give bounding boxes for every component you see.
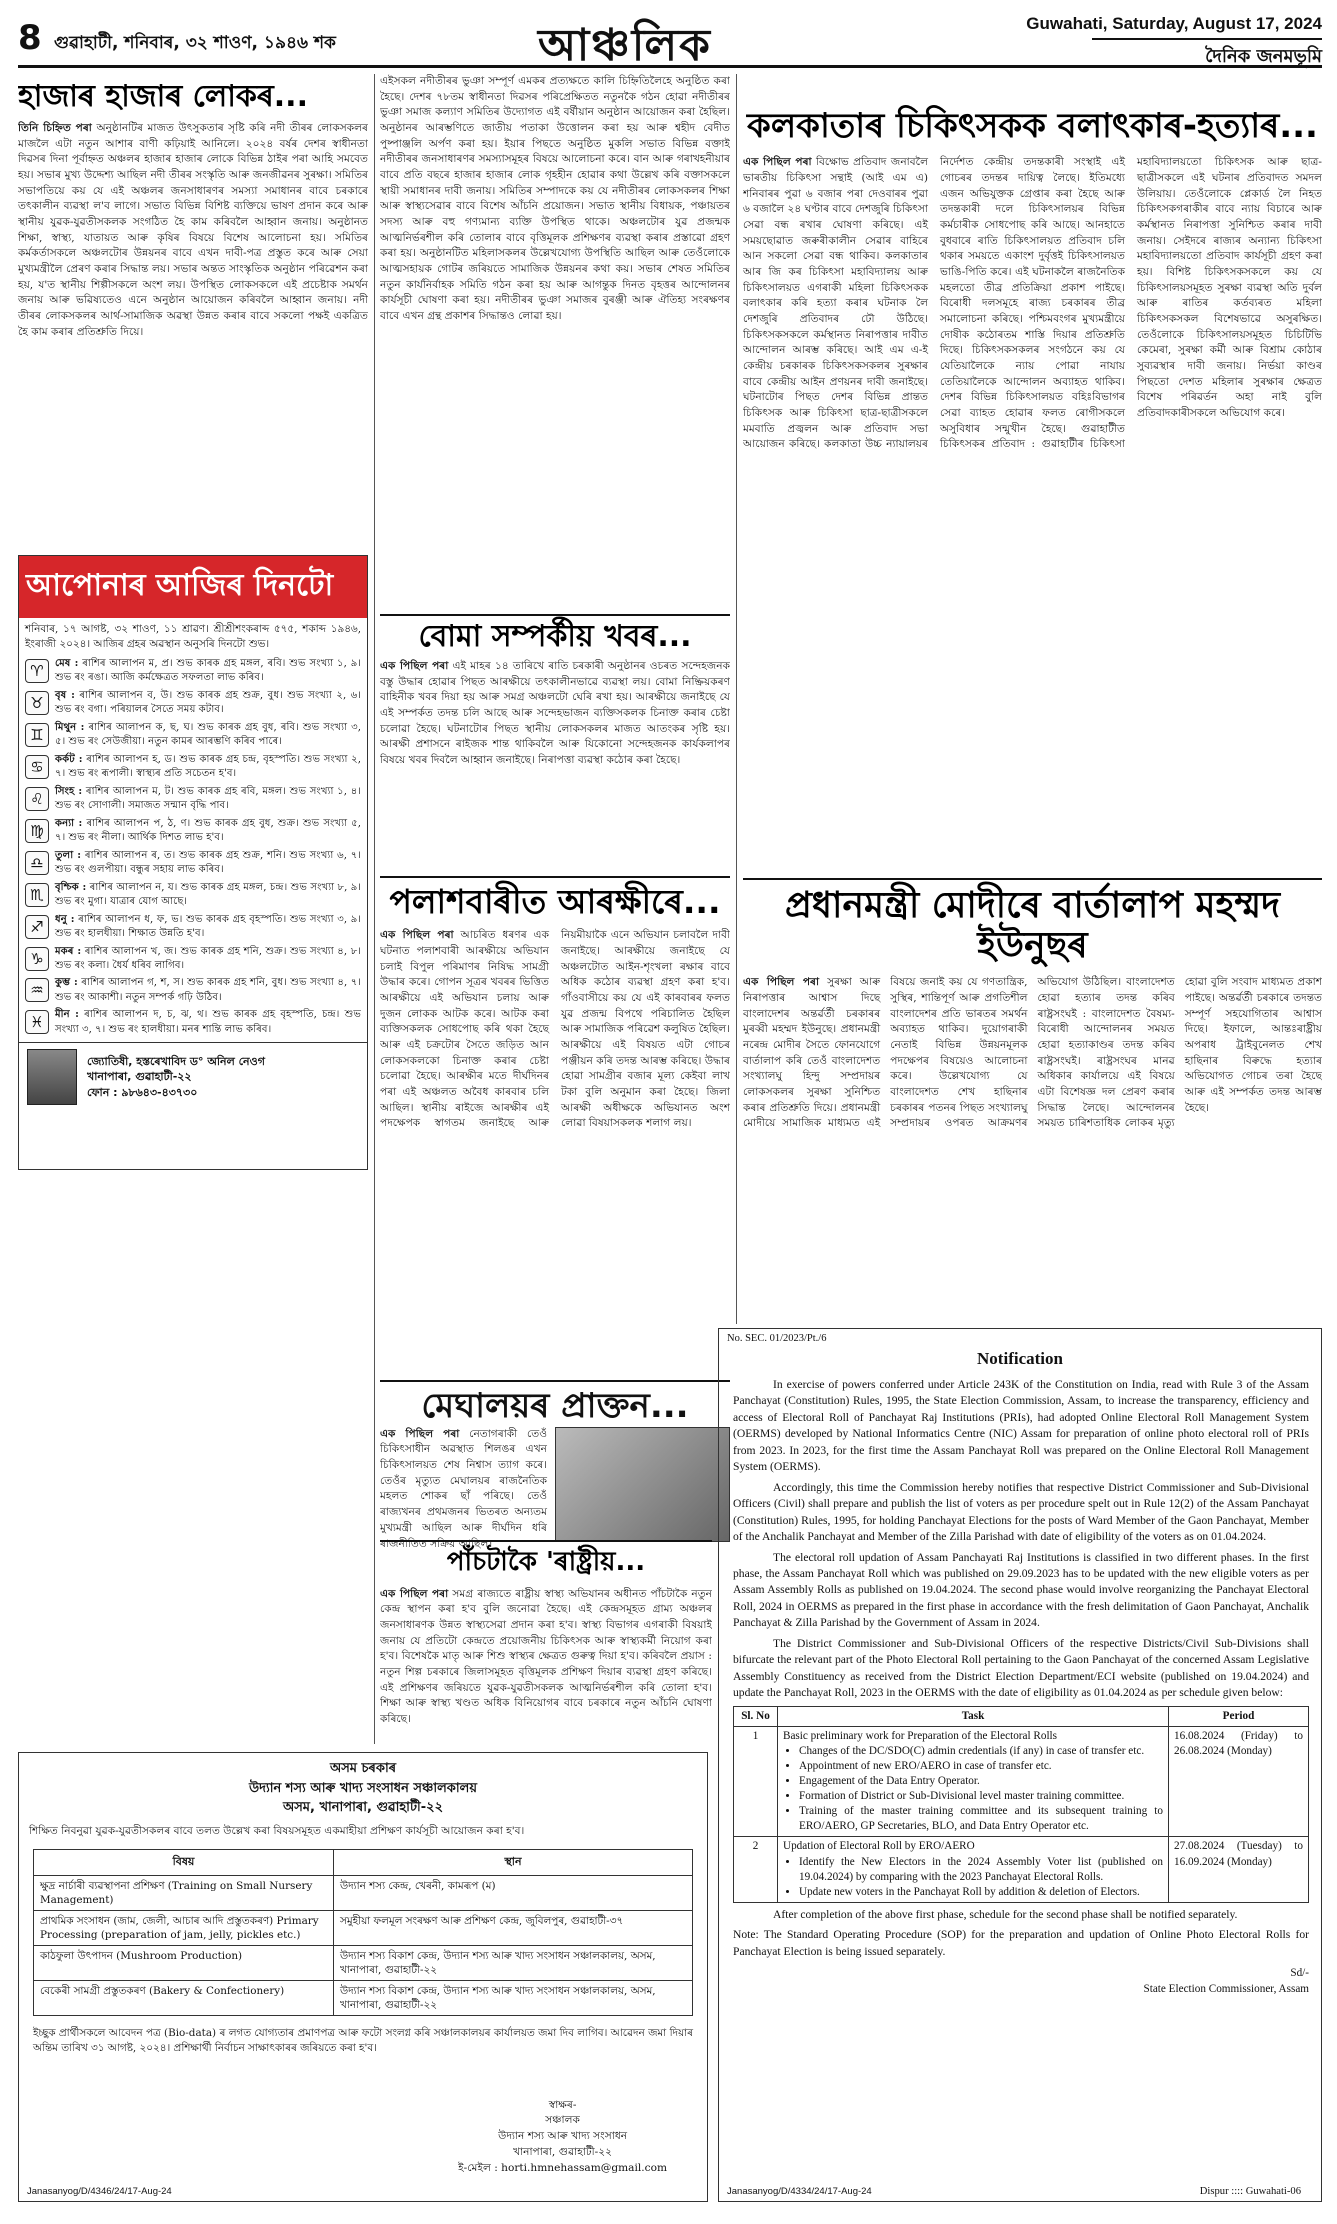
story-mid-continuation (380, 74, 730, 608)
advert-udyan-place: উদ্যান শস্য বিকাশ কেন্দ্ৰ, উদ্যান শস্য আৰু খাদ্য সংসাধন সঞ্চালকালয়, অসম, খানাপাৰা, গুৱাহাটী-২২ (334, 1981, 693, 2016)
notification-para-2: Accordingly, this time the Commission hereby notifies that respective District Commissioner and Sub-Divisional Officers (Civil) shall prepare and publish the list of voters as per procedure spelt out in Rule 12(2) of the Assam Panchayat (Constitution) Rules, 1995, for holding Panchayat Elections for the posts of Ward Member of the Gaon Panchayat, Member of the Anchalik Panchayat and Member of the Zilla Parishad with date of eligibility of the voters as on 01.04.2024. (733, 1480, 1309, 1544)
zodiac-icon: ♏ (25, 883, 49, 907)
zodiac-icon: ♑ (25, 947, 49, 971)
horoscope-sign-body: ৰাশিৰ আলাপন ন, য। শুভ কাৰক গ্ৰহ মঙ্গল, চন্দ্ৰ। শুভ সংখ্যা ৮, ৯। শুভ ৰং মুগা। যাত্ৰাৰ যোগ আছে। (55, 881, 361, 908)
list-item: • Training of the master training committee and its subsequent training to ERO/AERO, GP Secretaries, BLO, and Data Entry Operator etc. (799, 1804, 1163, 1834)
story-modi-dateline: এক পিছিল পৰা (743, 976, 820, 989)
story-kolkata-dateline: এক পিছিল পৰা (743, 156, 812, 169)
horoscope-intro: শনিবাৰ, ১৭ আগষ্ট, ৩২ শাওণ, ১১ শ্ৰাৱণ। শ্ৰীশ্ৰীশংকৰাব্দ ৫৭৫, শকাব্দ ১৯৪৬, ইংৰাজী ২০২৪। আজিৰ গ্ৰহৰ অৱস্থান অনুসৰি দিনটো শুভ। (25, 623, 361, 651)
notification-code: Janasanyog/D/4334/24/17-Aug-24 (727, 2186, 872, 2197)
horoscope-sign-text (55, 880, 361, 910)
list-item: • Appointment of new ERO/AERO in case of transfer etc. (799, 1759, 1163, 1774)
horoscope-sign-body: ৰাশিৰ আলাপন ব, উ। শুভ কাৰক গ্ৰহ শুক্ৰ, বুধ। শুভ সংখ্যা ২, ৬। শুভ ৰং বগা। পৰিয়ালৰ সৈতে সময় কটাব। (55, 689, 361, 716)
advert-udyan-intro: শিক্ষিত নিবনুৱা যুৱক-যুৱতীসকলৰ বাবে তলত উল্লেখ কৰা বিষয়সমূহত একমাহীয়া প্ৰশিক্ষণ কাৰ্যসূচী আয়োজন কৰা হ'ব। (29, 1824, 525, 1837)
horoscope-title: আপোনাৰ আজিৰ দিনটো (18, 555, 368, 618)
list-item: • Formation of District or Sub-Divisional level master training committee. (799, 1789, 1163, 1804)
zodiac-icon: ♒ (25, 978, 49, 1002)
horoscope-sign-text (55, 816, 361, 846)
horoscope-sign-body: ৰাশিৰ আলাপন ম, ট। শুভ কাৰক গ্ৰহ ৰবি, মঙ্গল। শুভ সংখ্যা ১, ৪। শুভ ৰং সোণালী। সমাজত সন্মান বৃদ্ধি পাব। (55, 785, 361, 812)
column-rule (374, 74, 375, 1744)
horoscope-sign-name: বৃশ্চিক : (55, 880, 87, 893)
list-item: • Changes of the DC/SDO(C) admin credentials (if any) in case of transfer etc. (799, 1744, 1163, 1759)
notification-row1-title: Basic preliminary work for Preparation of the Electoral Rolls (783, 1729, 1058, 1742)
notification-para-1: In exercise of powers conferred under Article 243K of the Constitution on India, read with Rule 3 of the Assam Panchayat (Constitution) Rules, 1995, the State Election Commission, Assam, to increase the transparency, efficiency and access of Electoral Roll of Panchayat Raj Institutions (PRIs), had adopted Online Electoral Roll Management System (OERMS) developed by National Informatics Centre (NIC) Assam for preparation of online photo electoral roll of PRIs from 2023. In 2023, for the first time the Assam Panchayat Roll was prepared on the Online Electoral Roll Management System (OERMS). (733, 1378, 1309, 1474)
horoscope-sign (19, 655, 367, 687)
horoscope-sign-name: মেষ : (55, 656, 79, 669)
notification-col-sl: Sl. No (734, 1706, 778, 1726)
horoscope-sign-name: কন্যা : (55, 816, 83, 829)
advert-udyan-code: Janasanyog/D/4346/24/17-Aug-24 (27, 2186, 172, 2197)
notification-row1-items (799, 1744, 1163, 1835)
advert-udyan-subject: কাঠফুলা উৎপাদন (Mushroom Production) (34, 1946, 334, 1981)
story-palashbari-headline: পলাশবাৰীত আৰক্ষীৰে... (380, 876, 730, 928)
story-meghalaya-content (380, 1427, 730, 1552)
horoscope-sign-name: মীন : (55, 1008, 79, 1021)
horoscope-sign-name: সিংহ : (55, 784, 83, 797)
notification-title: Notification (977, 1349, 1063, 1368)
story-kolkata (743, 74, 1322, 874)
story-boma-text: এই মাহৰ ১৪ তাৰিখে ৰাতি চৰকাৰী অনুষ্ঠানৰ ওচৰত সন্দেহজনক বস্তু উদ্ধাৰ হোৱাৰ পিছত আৰক্ষীয়ে তৎকালীনভাৱে ব্যৱস্থা লয়। বোমা নিষ্ক্ৰিয়কৰণ বাহিনীক খবৰ দিয়া হয় আৰু সমগ্ৰ অঞ্চলটো ঘেৰি ৰখা হয়। আৰক্ষীয়ে জনাইছে যে এই সম্পৰ্কত তদন্ত চলি আছে আৰু সন্দেহভাজন ব্যক্তিসকলক চিনাক্ত কৰাৰ চেষ্টা চলোৱা হৈছে। ঘটনাটোৰ পিছত স্থানীয় লোকসকলৰ মাজত আতংকৰ সৃষ্টি হয়। আৰক্ষী প্ৰশাসনে ৰাইজক শান্ত থাকিবলৈ আৰু যিকোনো সন্দেহজনক কাৰ্যকলাপৰ বিষয়ে খবৰ দিবলৈ আহ্বান জনাইছে। নিৰাপত্তা ব্যৱস্থা কঠোৰ কৰা হৈছে। (380, 660, 730, 767)
advert-udyan-foot: ইচ্ছুক প্ৰাৰ্থীসকলে আবেদন পত্ৰ (Bio-data) ৰ লগত যোগ্যতাৰ প্ৰমাণপত্ৰ আৰু ফটো সংলগ্ন কৰি সঞ্চালকালয়ৰ কাৰ্যালয়ত জমা দিব লাগিব। আৱেদন জমা দিয়াৰ অন্তিম তাৰিখ ৩১ আগষ্ট, ২০২৪। প্ৰশিক্ষাৰ্থী নিৰ্বাচন সাক্ষাৎকাৰৰ জৰিয়তে কৰা হ'ব। (33, 2027, 693, 2055)
notification-signature (733, 1966, 1309, 1997)
advert-udyan-col-subject: বিষয় (34, 1849, 334, 1875)
story-panch-dateline: এক পিছিল পৰা (380, 1587, 449, 1600)
table-row (734, 1726, 1309, 1837)
story-panch-headline: পাঁচটাকৈ 'ৰাষ্ট্ৰীয়... (380, 1540, 712, 1587)
horoscope-sign-text (55, 912, 361, 942)
date-english: Guwahati, Saturday, August 17, 2024 (1026, 14, 1322, 33)
advert-udyan-header (19, 1753, 707, 1818)
notification-row2-task (778, 1837, 1169, 1902)
notification-row1-sl: 1 (734, 1726, 778, 1837)
astrologer-address: খানাপাৰা, গুৱাহাটী-২২ (87, 1070, 192, 1084)
horoscope-sign (19, 847, 367, 879)
table-row (34, 1946, 693, 1981)
advert-udyan-org-2: উদ্যান শস্য আৰু খাদ্য সংসাধন সঞ্চালকালয় (249, 1780, 477, 1796)
horoscope-sign-text (55, 720, 361, 750)
advert-udyan-subject: বেকেৰী সামগ্ৰী প্ৰস্তুতকৰণ (Bakery & Confectionery) (34, 1981, 334, 2016)
story-mid-body: এইসকল নদীতীৰৰ ভুঞা সম্পূৰ্ণ এমকৰ প্ৰত্যক্ষতে কালি চিহ্নিতিলৈহে অনুষ্ঠিত কৰা হৈছে। দেশৰ ৭৮তম স্বাধীনতা দিৱসৰ পৰিপ্ৰেক্ষিতত নতুনকৈ গঠন হোৱা নদীতীৰৰ ভুঞা সমাজ কল্যাণ সমিতিৰ উদ্যোগত এই বৰ্ষীয়ান অনুষ্ঠান আয়োজন কৰা হৈছিল। অনুষ্ঠানৰ আৰম্ভণিতে জাতীয় পতাকা উত্তোলন কৰা হয় আৰু শ্বহীদ বেদীত পুষ্পাঞ্জলি অৰ্পণ কৰা হয়। ইয়াৰ পিছতে অনুষ্ঠিত মুকলি সভাত বিভিন্ন বক্তাই নদীতীৰৰ জনসাধাৰণৰ সমস্যাসমূহৰ বিষয়ে আলোচনা কৰে। বান আৰু গৰাখহনীয়াৰ বাবে প্ৰতি বছৰে হাজাৰ হাজাৰ লোক গৃহহীন হোৱাৰ কথা উল্লেখ কৰি বক্তাসকলে স্থায়ী সমাধানৰ দাবী জনায়। সমিতিৰ সম্পাদকে কয় যে নদীতীৰৰ লোকসকলৰ শিক্ষা আৰু স্বাস্থ্যসেৱাৰ বাবে বিশেষ আঁচনি প্ৰয়োজন। সভাত স্থানীয় বিধায়ক, পঞ্চায়তৰ সদস্য আৰু বহু গণ্যমান্য ব্যক্তি উপস্থিত থাকে। অঞ্চলটোৰ যুৱ প্ৰজন্মক আত্মনিৰ্ভৰশীল কৰি তোলাৰ বাবে বৃত্তিমূলক প্ৰশিক্ষণৰ ব্যৱস্থা কৰাৰ প্ৰস্তাৱো গ্ৰহণ কৰা হয়। অনুষ্ঠানটিত মহিলাসকলৰ উল্লেখযোগ্য উপস্থিতি আছিল আৰু তেওঁলোকে আত্মসহায়ক গোটৰ জৰিয়তে সামাজিক উন্নয়নৰ কথা কয়। সভাৰ শেষত সমিতিৰ নতুন কাৰ্যনিৰ্বাহক সমিতি গঠন কৰা হয় আৰু আগন্তুক দিনত বৃহত্তৰ আন্দোলনৰ কাৰ্যসূচী ঘোষণা কৰা হয়। নদীতীৰৰ ভুঞা সমাজৰ বুৰঞ্জী আৰু ঐতিহ্য সংৰক্ষণৰ বাবে এখন গ্ৰন্থ প্ৰকাশৰ সিদ্ধান্তও লোৱা হয়। (380, 75, 730, 323)
notification-para-4: The District Commissioner and Sub-Divisional Officers of the respective Districts/Civil Sub-Divisions shall bifurcate the relevant part of the Photo Electoral Roll pertaining to the Gaon Panchayat of the concerned Assam Legislative Assembly Constituency as received from the District Election Department/ECI website (published on 19.04.2024) and update the Panchayat Roll, 2023 in the OERMS with the date of eligibility as 01.04.2024 as per schedule given below: (733, 1636, 1309, 1700)
horoscope-sign-name: ধনু : (55, 912, 75, 925)
horoscope-sign-body: ৰাশিৰ আলাপন ম, প্ৰ। শুভ কাৰক গ্ৰহ মঙ্গল, ৰবি। শুভ সংখ্যা ১, ৯। শুভ ৰং ৰঙা। আজি কৰ্মক্ষেত্ৰত সফলতা লাভ কৰিব। (55, 657, 361, 684)
horoscope-sign-body: ৰাশিৰ আলাপন ক, ছ, ঘ। শুভ কাৰক গ্ৰহ বুধ, ৰবি। শুভ সংখ্যা ৩, ৫। শুভ ৰং সেউজীয়া। নতুন কামৰ আৰম্ভণি কৰিব পাৰে। (55, 721, 361, 748)
zodiac-icon: ♓ (25, 1010, 49, 1034)
story-palashbari (380, 876, 730, 1376)
story-palashbari-text: আচৰিত ধৰণৰ এক ঘটনাত পলাশবাৰী আৰক্ষীয়ে অভিযান চলাই বিপুল পৰিমাণৰ নিষিদ্ধ সামগ্ৰী উদ্ধাৰ কৰে। গোপন সূত্ৰৰ খবৰৰ ভিত্তিত আৰক্ষীয়ে এই অভিযান চলায় আৰু দুজন লোকক আটক কৰে। আটক কৰা ব্যক্তিসকলক সোধপোছ কৰি থকা হৈছে আৰু এই চক্ৰটোৰ সৈতে জড়িত আন লোকসকলকো চিনাক্ত কৰাৰ চেষ্টা চলোৱা হৈছে। আৰক্ষীৰ মতে দীৰ্ঘদিনৰ পৰা এই অঞ্চলত অবৈধ কাৰবাৰ চলি আছিল। স্থানীয় ৰাইজে আৰক্ষীৰ এই পদক্ষেপক স্বাগতম জনাইছে আৰু নিয়মীয়াকৈ এনে অভিযান চলাবলৈ দাবী জনাইছে। আৰক্ষীয়ে জনাইছে যে অঞ্চলটোত আইন-শৃংখলা ৰক্ষাৰ বাবে অধিক কঠোৰ ব্যৱস্থা গ্ৰহণ কৰা হ'ব। গাঁওবাসীয়ে কয় যে এই কাৰবাৰৰ ফলত যুৱ প্ৰজন্ম বিপথে পৰিচালিত হৈছিল আৰু সামাজিক পৰিৱেশ কলুষিত হৈছিল। আৰক্ষীয়ে এই বিষয়ত এটা গোচৰ পঞ্জীয়ন কৰি তদন্ত আৰম্ভ কৰিছে। উদ্ধাৰ হোৱা সামগ্ৰীৰ বজাৰ মূল্য কেইবা লাখ টকা বুলি অনুমান কৰা হৈছে। জিলা আৰক্ষী অধীক্ষকে অভিযানত অংশ লোৱা বিষয়াসকলক শলাগ লয়। (380, 929, 730, 1130)
notification-para-3: The electoral roll updation of Assam Panchayati Raj Institutions is classified in two different phases. In the first phase, the Assam Panchayat Roll which was published on 29.09.2023 has to be updated with the new eligible voters as per Assam Assembly Rolls as published on 19.04.2024. The second phase would involve reorganizing the Panchayat Electoral Roll, 2024 in OERMS as prepared in the first phase in accordance with the fresh delimitation of Gaon Panchayat, Anchalik Panchayat & Zilla Parishad by the Government of Assam in 2024. (733, 1550, 1309, 1630)
horoscope-sign (19, 879, 367, 911)
list-item: • Update new voters in the Panchayat Roll by addition & deletion of Electors. (799, 1885, 1163, 1900)
notification-dispur: Dispur :::: Guwahati-06 (1199, 2186, 1301, 2197)
zodiac-icon: ♌ (25, 787, 49, 811)
horoscope-sign-name: বৃষ : (55, 688, 75, 701)
horoscope-sign-body: ৰাশিৰ আলাপন প, ঠ, ণ। শুভ কাৰক গ্ৰহ বুধ, শুক্ৰ। শুভ সংখ্যা ৫, ৭। শুভ ৰং নীলা। আৰ্থিক দিশত লাভ হ'ব। (55, 817, 361, 844)
story-hajar (18, 74, 368, 544)
horoscope-sign (19, 943, 367, 975)
notification-col-task: Task (778, 1706, 1169, 1726)
story-kolkata-body (743, 155, 1322, 453)
horoscope-sign (19, 719, 367, 751)
list-item: • Identify the New Electors in the 2024 Assembly Voter list (published on 19.04.2024) by comparing with the 2023 Panchayat Electoral Rolls. (799, 1855, 1163, 1885)
notification-sign: Sd/- (1290, 1967, 1309, 1980)
advert-udyan-shasya (18, 1752, 708, 2202)
notification-schedule-table (733, 1706, 1309, 1903)
story-boma (380, 614, 730, 874)
notification-row2-sl: 2 (734, 1837, 778, 1902)
horoscope-sign-text (55, 1007, 361, 1037)
zodiac-icon: ♊ (25, 723, 49, 747)
horoscope-sign-text (55, 752, 361, 782)
story-palashbari-dateline: এক পিছিল পৰা (380, 929, 454, 942)
horoscope-sign-name: তুলা : (55, 848, 82, 861)
horoscope-sign (19, 783, 367, 815)
story-panch (380, 1540, 712, 1740)
horoscope-sign-body: ৰাশিৰ আলাপন খ, জ। শুভ কাৰক গ্ৰহ শনি, শুক্ৰ। শুভ সংখ্যা ৪, ৮। শুভ ৰং কলা। ধৈৰ্য ধৰিব লাগিব। (55, 945, 361, 971)
horoscope-sign-body: ৰাশিৰ আলাপন গ, শ, স। শুভ কাৰক গ্ৰহ শনি, বুধ। শুভ সংখ্যা ৪, ৭। শুভ ৰং আকাশী। নতুন সম্পৰ্ক গঢ়ি উঠিব। (55, 977, 361, 1003)
story-meghalaya-body (380, 1427, 555, 1552)
story-hajar-dateline: তিনি চিহ্নিত পৰা (18, 122, 92, 134)
notification-col-period: Period (1169, 1706, 1309, 1726)
zodiac-icon: ♍ (25, 819, 49, 843)
astrologer-info (87, 1054, 265, 1102)
zodiac-icon: ♋ (25, 755, 49, 779)
notification-row2-items (799, 1855, 1163, 1900)
horoscope-sign-text (55, 944, 361, 974)
story-kolkata-headline: কলকাতাৰ চিকিৎসকক বলাৎকাৰ-হত্যাৰ... (747, 106, 1318, 146)
advert-udyan-org-1: অসম চৰকাৰ (329, 1761, 397, 1776)
notification-row2-period: 27.08.2024 (Tuesday) to 16.09.2024 (Monday) (1169, 1837, 1309, 1902)
notification-row1-period: 16.08.2024 (Friday) to 26.08.2024 (Monday) (1169, 1726, 1309, 1837)
advert-udyan-place: সমুহীয়া ফলমূল সংৰক্ষণ আৰু প্ৰশিক্ষণ কেন্দ্ৰ, জুবিলপুৰ, গুৱাহাটী-৩৭ (334, 1910, 693, 1945)
horoscope-sign-name: কুম্ভ : (55, 976, 78, 989)
astrologer-photo (27, 1049, 77, 1105)
advert-udyan-place: উদ্যান শস্য বিকাশ কেন্দ্ৰ, উদ্যান শস্য আৰু খাদ্য সংসাধন সঞ্চালকালয়, অসম, খানাপাৰা, গুৱাহাটী-২২ (334, 1946, 693, 1981)
advert-udyan-place: উদ্যান শস্য কেন্দ্ৰ, খেৰনী, কামৰূপ (ম) (334, 1875, 693, 1910)
story-boma-body (380, 659, 730, 769)
newspaper-page (18, 10, 1322, 2214)
advert-udyan-org-3: অসম, খানাপাৰা, গুৱাহাটী-২২ (282, 1800, 444, 1815)
horoscope-sign (19, 815, 367, 847)
horoscope-sign-body: ৰাশিৰ আলাপন দ, চ, ঝ, থ। শুভ কাৰক গ্ৰহ বৃহস্পতি, চন্দ্ৰ। শুভ সংখ্যা ৩, ৭। শুভ ৰং হালধীয়া। মনৰ শান্তি লাভ কৰিব। (55, 1009, 361, 1035)
story-meghalaya-text: নেতাগৰাকী তেওঁ চিকিৎসাধীন অৱস্থাত শিলঙৰ এখন চিকিৎসালয়ত শেষ নিশ্বাস ত্যাগ কৰে। তেওঁৰ মৃত্যুত মেঘালয়ৰ ৰাজনৈতিক মহলত শোকৰ ছাঁ পৰিছে। তেওঁ ৰাজ্যখনৰ প্ৰথমজনৰ ভিতৰত অন্যতম মুখ্যমন্ত্ৰী আছিল আৰু দীৰ্ঘদিন ধৰি ৰাজনীতিত সক্ৰিয় আছিল। (380, 1427, 547, 1550)
masthead (18, 10, 1322, 71)
list-item: • Engagement of the Data Entry Operator. (799, 1774, 1163, 1789)
advert-notification (718, 1328, 1322, 2202)
story-palashbari-body (380, 928, 730, 1132)
advert-udyan-subject: প্ৰাথমিক সংসাধন (জাম, জেলী, আচাৰ আদি প্ৰস্তুতকৰণ) Primary Processing (preparation of jam, jelly, pickles etc.) (34, 1910, 334, 1945)
advert-udyan-col-place: স্থান (334, 1849, 693, 1875)
table-row (734, 1837, 1309, 1902)
horoscope-sign-text (55, 848, 361, 878)
horoscope-sign (19, 974, 367, 1006)
horoscope-sign-text (55, 688, 361, 718)
horoscope-sign (19, 1006, 367, 1038)
notification-number: No. SEC. 01/2023/Pt./6 (727, 1333, 827, 1344)
advert-udyan-sign-4: খানাপাৰা, গুৱাহাটী-২২ (513, 2146, 613, 2159)
advert-udyan-sign-2: সঞ্চালক (545, 2114, 580, 2127)
story-meghalaya-dateline: এক পিছিল পৰা (380, 1427, 460, 1440)
zodiac-icon: ♐ (25, 915, 49, 939)
horoscope-sign (19, 751, 367, 783)
horoscope-sign-text (55, 656, 361, 686)
notification-note: Note: The Standard Operating Procedure (SOP) for the preparation and updation of Online Photo Electoral Rolls for Panchayat Election is being issued separately. (733, 1928, 1309, 1958)
zodiac-icon: ♈ (25, 659, 49, 683)
story-hajar-headline: হাজাৰ হাজাৰ লোকৰ... (18, 79, 308, 114)
notification-row1-task (778, 1726, 1169, 1837)
page-number: 8 (18, 18, 42, 58)
story-boma-dateline: এক পিছিল পৰা (380, 660, 449, 672)
story-modi-text: সুৰক্ষা আৰু নিৰাপত্তাৰ আশ্বাস দিছে বাংলাদেশৰ অন্তৰ্ৱৰ্তী চৰকাৰৰ মুৰব্বী মহম্মদ ইউনুছে। প্ৰধানমন্ত্ৰী নৰেন্দ্ৰ মোদীৰ সৈতে ফোনযোগে বাৰ্তালাপ কৰি তেওঁ বাংলাদেশত সংখ্যালঘু হিন্দু সম্প্ৰদায়ৰ লোকসকলৰ সুৰক্ষা সুনিশ্চিত কৰাৰ প্ৰতিশ্ৰুতি দিয়ে। প্ৰধানমন্ত্ৰী মোদীয়ে সামাজিক মাধ্যমত এই বিষয়ে জনাই কয় যে গণতান্ত্ৰিক, সুস্থিৰ, শান্তিপূৰ্ণ আৰু প্ৰগতিশীল বাংলাদেশৰ প্ৰতি ভাৰতৰ সমৰ্থন অব্যাহত থাকিব। দুয়োগৰাকী নেতাই বিভিন্ন উন্নয়নমূলক পদক্ষেপৰ বিষয়েও আলোচনা কৰে। উল্লেখযোগ্য যে বাংলাদেশত শেখ হাছিনাৰ চৰকাৰৰ পতনৰ পিছত সংখ্যালঘু সম্প্ৰদায়ৰ ওপৰত আক্ৰমণৰ অভিযোগ উঠিছিল। বাংলাদেশত হোৱা হত্যাৰ তদন্ত কৰিব ৰাষ্ট্ৰসংঘই : বাংলাদেশত বৈষম্য-বিৰোধী আন্দোলনৰ সময়ত হোৱা হত্যাকাণ্ডৰ তদন্ত কৰিব ৰাষ্ট্ৰসংঘই। ৰাষ্ট্ৰসংঘৰ মানৱ অধিকাৰ কাৰ্যালয়ে এই বিষয়ে এটা বিশেষজ্ঞ দল প্ৰেৰণ কৰাৰ সিদ্ধান্ত লৈছে। আন্দোলনৰ সময়ত চাৰিশতাধিক লোকৰ মৃত্যু হোৱা বুলি সংবাদ মাধ্যমত প্ৰকাশ পাইছে। অন্তৰ্ৱৰ্তী চৰকাৰে তদন্তত সম্পূৰ্ণ সহযোগিতাৰ আশ্বাস দিছে। ইফালে, আন্তঃৰাষ্ট্ৰীয় অপৰাধ ট্ৰাইবুনেলত শেখ হাছিনাৰ বিৰুদ্ধে হত্যাৰ অভিযোগত গোচৰ তৰা হৈছে আৰু এই সম্পৰ্কত তদন্ত আৰম্ভ হৈছে। (743, 976, 1322, 1130)
story-modi-headline: প্ৰধানমন্ত্ৰী মোদীৰে বাৰ্তালাপ মহম্মদ ইউনুছৰ (743, 878, 1322, 975)
astrologer-footer (19, 1042, 367, 1111)
story-panch-text: সমগ্ৰ ৰাজ্যতে ৰাষ্ট্ৰীয় স্বাস্থ্য অভিযানৰ অধীনত পাঁচটাকৈ নতুন কেন্দ্ৰ স্থাপন কৰা হ'ব বুলি জনোৱা হৈছে। এই কেন্দ্ৰসমূহত গ্ৰাম্য অঞ্চলৰ জনসাধাৰণক উন্নত স্বাস্থ্যসেৱা প্ৰদান কৰা হ'ব। স্বাস্থ্য বিভাগৰ এগৰাকী বিষয়াই জনায় যে প্ৰতিটো কেন্দ্ৰতে প্ৰয়োজনীয় চিকিৎসক আৰু স্বাস্থ্যকৰ্মী নিয়োগ কৰা হ'ব। বিশেষকৈ মাতৃ আৰু শিশু স্বাস্থ্যৰ ক্ষেত্ৰত গুৰুত্ব দিয়া হ'ব। কৰিবলৈ প্ৰয়াস : নতুন শিল্প চৰকাৰে জিলাসমূহত বৃত্তিমূলক প্ৰশিক্ষণ দিয়াৰ ব্যৱস্থা গ্ৰহণ কৰিছে। এই প্ৰশিক্ষণৰ জৰিয়তে যুৱক-যুৱতীসকলক আত্মনিৰ্ভৰশীল কৰি তোলা হ'ব। শিক্ষা আৰু স্বাস্থ্য খণ্ডত অধিক বিনিয়োগৰ বাবে চৰকাৰে নতুন আঁচনি ঘোষণা কৰিছে। (380, 1587, 712, 1725)
astrologer-phone: ফোন : ৯৮৬৪৩-৪৩৭৩০ (87, 1086, 198, 1100)
advert-udyan-subject: ক্ষুদ্ৰ নাৰ্চাৰী ব্যৱস্থাপনা প্ৰশিক্ষণ (Training on Small Nursery Management) (34, 1875, 334, 1910)
advert-udyan-table (33, 1849, 693, 2016)
story-hajar-body (18, 121, 368, 340)
horoscope-sign-text (55, 784, 361, 814)
horoscope-sign-body: ৰাশিৰ আলাপন ধ, ফ, ভ। শুভ কাৰক গ্ৰহ বৃহস্পতি। শুভ সংখ্যা ৩, ৯। শুভ ৰং হালধীয়া। শিক্ষাত উন্নতি হ'ব। (55, 913, 361, 940)
story-modi-body (743, 975, 1322, 1132)
date-assamese: গুৱাহাটী, শনিবাৰ, ৩২ শাওণ, ১৯৪৬ শক (54, 33, 336, 53)
advert-udyan-sign-3: উদ্যান শস্য আৰু খাদ্য সংসাধন (498, 2130, 628, 2143)
advert-udyan-signature (458, 2098, 667, 2177)
horoscope-sign (19, 911, 367, 943)
zodiac-icon: ♎ (25, 851, 49, 875)
story-hajar-text: অনুষ্ঠানটিৰ মাজত উৎসুকতাৰ সৃষ্টি কৰি নদী তীৰৰ লোকসকলৰ মাজলৈ এটা নতুন আশাৰ বাণী কঢ়িয়াই আনিলে। ২০২৪ বৰ্ষৰ দেশৰ স্বাধীনতা দিৱসৰ দিনা পূৰ্বাহ্নত অঞ্চলৰ হাজাৰ হাজাৰ লোকে বিভিন্ন ঠাইৰ পৰা আহি সমবেত হয়। সভাৰ মুখ্য উদ্দেশ্য আছিল নদী তীৰৰ সংস্কৃতি আৰু জনজীৱনৰ সুৰক্ষা। সমিতিৰ সভাপতিয়ে কয় যে এই অঞ্চলৰ জনসাধাৰণৰ সমস্যা সমাধানৰ বাবে চৰকাৰে তৎকালীন ব্যৱস্থা ল'ব লাগে। সভাত বিভিন্ন বিশিষ্ট ব্যক্তিয়ে ভাষণ প্ৰদান কৰে আৰু স্থানীয় যুৱক-যুৱতীসকলক সংগঠিত হৈ কাম কৰিবলৈ আহ্বান জনায়। অনুষ্ঠানত শিক্ষা, স্বাস্থ্য, যাতায়ত আৰু কৃষিৰ বিষয়ে বিশেষ আলোচনা হয়। সমিতিৰ কৰ্মকৰ্তাসকলে অঞ্চলটোৰ উন্নয়নৰ বাবে এখন দাবী-পত্ৰ প্ৰস্তুত কৰে আৰু সেয়া মুখ্যমন্ত্ৰীলৈ প্ৰেৰণ কৰাৰ সিদ্ধান্ত লয়। সভাৰ অন্তত সাংস্কৃতিক অনুষ্ঠান পৰিৱেশন কৰা হয়, য'ত স্থানীয় শিল্পীসকলে অংশ লয়। উপস্থিত লোকসকলে এই প্ৰচেষ্টাক সমৰ্থন জনায় আৰু ভৱিষ্যতেও এনে অনুষ্ঠান আয়োজন কৰিবলৈ আহ্বান জনায়। নদী তীৰৰ লোকসকলৰ আৰ্থ-সামাজিক অৱস্থা উন্নত কৰাৰ বাবে সকলো পক্ষই একত্ৰিত হৈ কাম কৰাৰ প্ৰতিশ্ৰুতি দিয়ে। (18, 122, 368, 338)
notification-after: After completion of the above first phase, schedule for the second phase shall be notified separately. (773, 1907, 1238, 1921)
notification-body (733, 1377, 1309, 1998)
notification-sign-title: State Election Commissioner, Assam (1143, 1982, 1309, 1995)
table-row (34, 1981, 693, 2016)
table-row (34, 1910, 693, 1945)
story-boma-headline: বোমা সম্পৰ্কীয় খবৰ... (380, 614, 730, 659)
horoscope-sign-list (19, 655, 367, 1039)
advert-udyan-rows (34, 1875, 693, 2015)
horoscope-sign-name: মকৰ : (55, 944, 82, 957)
advert-udyan-email: ই-মেইল : horti.hmnehassam@gmail.com (458, 2162, 667, 2175)
astrologer-name: জ্যোতিষী, হস্তৰেখাবিদ ড° অনিল নেওগ (87, 1054, 265, 1068)
table-row (34, 1875, 693, 1910)
story-panch-body (380, 1587, 712, 1728)
story-modi (743, 878, 1322, 1324)
horoscope-box (18, 555, 368, 1170)
horoscope-sign (19, 687, 367, 719)
story-kolkata-text: বিক্ষোভ প্ৰতিবাদ জনাবলৈ ভাৰতীয় চিকিৎসা সন্থাই (আই এম এ) শনিবাৰৰ পুৱা ৬ বজাৰ পৰা দেওবাৰৰ পুৱা ৬ বজালৈ ২৪ ঘণ্টাৰ বাবে দেশজুৰি চিকিৎসা সেৱা বন্ধ ৰখাৰ ঘোষণা কৰিছে। এই সময়ছোৱাত জৰুৰীকালীন সেৱাৰ বাহিৰে আন সকলো সেৱা বন্ধ থাকিব। কলকাতাৰ আৰ জি কৰ চিকিৎসা মহাবিদ্যালয় আৰু চিকিৎসালয়ত এগৰাকী মহিলা চিকিৎসকক বলাৎকাৰ কৰি হত্যা কৰাৰ ঘটনাক লৈ দেশজুৰি প্ৰতিবাদৰ ঢৌ উঠিছে। চিকিৎসকসকলে কৰ্মস্থানত নিৰাপত্তাৰ দাবীত আন্দোলন আৰম্ভ কৰিছে। আই এম এ-ই কেন্দ্ৰীয় চৰকাৰক চিকিৎসকসকলৰ সুৰক্ষাৰ বাবে কেন্দ্ৰীয় আইন প্ৰণয়নৰ দাবী জনাইছে। ঘটনাটোৰ পিছত দেশৰ বিভিন্ন প্ৰান্তত চিকিৎসক আৰু চিকিৎসা ছাত্ৰ-ছাত্ৰীসকলে মমবাতি প্ৰজ্বলন আৰু প্ৰতিবাদ সভা আয়োজন কৰিছে। কলকাতা উচ্চ ন্যায়ালয়ৰ নিৰ্দেশত কেন্দ্ৰীয় তদন্তকাৰী সংস্থাই এই গোচৰৰ তদন্তৰ দায়িত্ব লৈছে। ইতিমধ্যে এজন অভিযুক্তক গ্ৰেপ্তাৰ কৰা হৈছে আৰু তদন্তকাৰী দলে চিকিৎসালয়ৰ বিভিন্ন কৰ্মচাৰীক সোধপোছ কৰি আছে। আনহাতে বুধবাৰে ৰাতি চিকিৎসালয়ত প্ৰতিবাদ চলি থকাৰ সময়তে একাংশ দুৰ্বৃত্তই চিকিৎসালয়ত ভাঙি-পিতি কৰে। এই ঘটনাকলৈ ৰাজনৈতিক মহলতো তীব্ৰ প্ৰতিক্ৰিয়া প্ৰকাশ পাইছে। বিৰোধী দলসমূহে ৰাজ্য চৰকাৰৰ তীব্ৰ সমালোচনা কৰিছে। পশ্চিমবংগৰ মুখ্যমন্ত্ৰীয়ে দোষীক কঠোৰতম শাস্তি দিয়াৰ প্ৰতিশ্ৰুতি দিছে। চিকিৎসকসকলৰ সংগঠনে কয় যে যেতিয়ালৈকে ন্যায় পোৱা নাযায় তেতিয়ালৈকে আন্দোলন অব্যাহত থাকিব। দেশৰ বিভিন্ন চিকিৎসালয়ত বহিঃবিভাগৰ সেৱা ব্যাহত হোৱাৰ ফলত ৰোগীসকলে অসুবিধাৰ সন্মুখীন হৈছে। গুৱাহাটীত চিকিৎসকৰ প্ৰতিবাদ : গুৱাহাটীৰ চিকিৎসা মহাবিদ্যালয়তো চিকিৎসক আৰু ছাত্ৰ-ছাত্ৰীসকলে এই ঘটনাৰ প্ৰতিবাদত সমদল উলিয়ায়। তেওঁলোকে প্লেকাৰ্ড লৈ নিহত চিকিৎসকগৰাকীৰ বাবে ন্যায় বিচাৰে আৰু কৰ্মস্থানত নিৰাপত্তা সুনিশ্চিত কৰাৰ দাবী জনায়। সেইদৰে ৰাজ্যৰ অন্যান্য চিকিৎসা মহাবিদ্যালয়তো প্ৰতিবাদ কাৰ্যসূচী গ্ৰহণ কৰা হয়। বিশিষ্ট চিকিৎসকসকলে কয় যে চিকিৎসালয়সমূহত সুৰক্ষা ব্যৱস্থা অতি দুৰ্বল আৰু ৰাতিৰ কৰ্তব্যৰত মহিলা চিকিৎসকসকল বিশেষভাৱে অসুৰক্ষিত। তেওঁলোকে চিকিৎসালয়সমূহত চিচিটিভি কেমেৰা, সুৰক্ষা কৰ্মী আৰু বিশ্ৰাম কোঠাৰ সুব্যৱস্থাৰ দাবী জনায়। নিৰ্ভয়া কাণ্ডৰ পিছতো দেশত মহিলাৰ সুৰক্ষাৰ ক্ষেত্ৰত বিশেষ পৰিৱৰ্তন অহা নাই বুলি প্ৰতিবাদকাৰীসকলে অভিযোগ কৰে। (743, 156, 1322, 451)
horoscope-sign-name: কৰ্কট : (55, 752, 83, 765)
advert-udyan-sign-1: স্বাক্ষৰ- (548, 2098, 577, 2111)
horoscope-sign-text (55, 975, 361, 1005)
story-meghalaya-photo (555, 1427, 730, 1542)
story-meghalaya-headline: মেঘালয়ৰ প্ৰাক্তন... (380, 1380, 730, 1427)
horoscope-sign-body: ৰাশিৰ আলাপন ৰ, ত। শুভ কাৰক গ্ৰহ শুক্ৰ, শনি। শুভ সংখ্যা ৬, ৭। শুভ ৰং গুলপীয়া। বন্ধুৰ সহায় লাভ কৰিব। (55, 849, 361, 876)
paper-name: আঞ্চলিক (538, 20, 712, 71)
horoscope-sign-body: ৰাশিৰ আলাপন হ, ড। শুভ কাৰক গ্ৰহ চন্দ্ৰ, বৃহস্পতি। শুভ সংখ্যা ২, ৭। শুভ ৰং ৰূপালী। স্বাস্থ্যৰ প্ৰতি সচেতন হ'ব। (55, 753, 361, 780)
notification-row2-title: Updation of Electoral Roll by ERO/AERO (783, 1840, 975, 1853)
horoscope-sign-name: মিথুন : (55, 720, 85, 733)
zodiac-icon: ♉ (25, 691, 49, 715)
sister-paper-name: দৈনিক জনমভূমি (1092, 38, 1322, 73)
column-rule (736, 74, 737, 1324)
